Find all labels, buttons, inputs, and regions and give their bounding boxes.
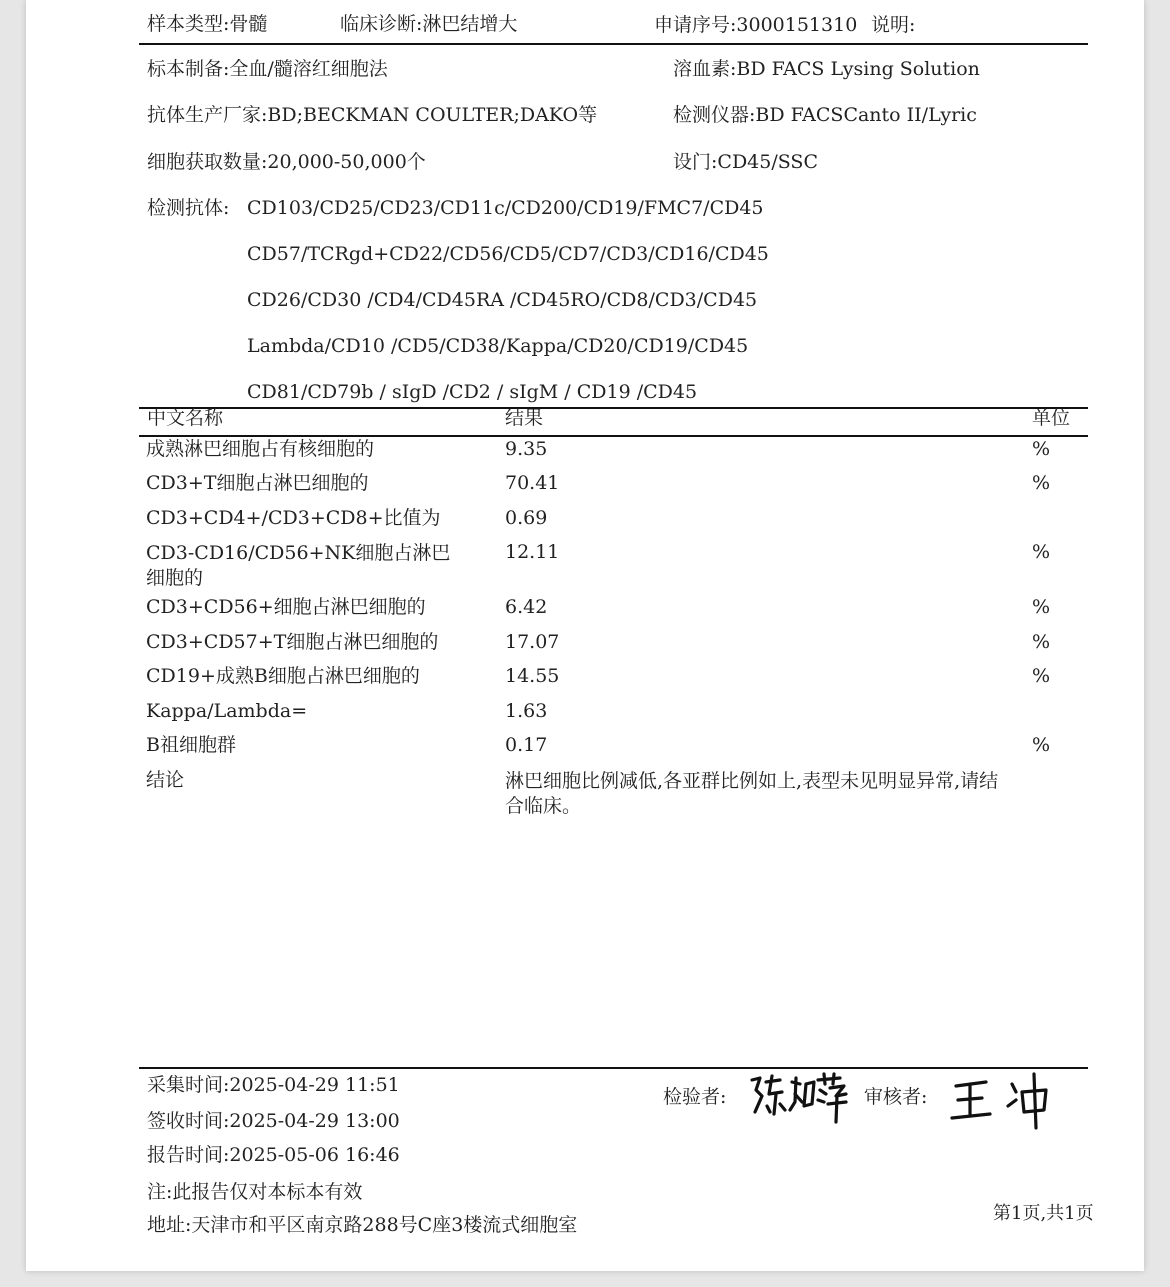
- row-unit: %: [1032, 541, 1051, 563]
- examiner-label: 检验者:: [663, 1086, 727, 1108]
- row-result: 0.17: [505, 734, 548, 756]
- row-result: 6.42: [505, 596, 548, 618]
- row-result: 14.55: [505, 665, 560, 687]
- row-name: CD3+CD4+/CD3+CD8+比值为: [146, 507, 441, 529]
- row-name: B祖细胞群: [146, 734, 236, 756]
- antibody-panel-3: CD26/CD30 /CD4/CD45RA /CD45RO/CD8/CD3/CD45: [247, 289, 758, 311]
- row-name: CD3+CD56+细胞占淋巴细胞的: [146, 596, 426, 618]
- row-unit: %: [1032, 438, 1051, 460]
- column-header-name: 中文名称: [147, 407, 224, 429]
- sample-type: 样本类型:骨髓: [147, 13, 268, 35]
- examiner-signature: [748, 1072, 853, 1127]
- conclusion-label: 结论: [146, 769, 185, 791]
- row-unit: %: [1032, 596, 1051, 618]
- lab-address: 地址:天津市和平区南京路288号C座3楼流式细胞室: [147, 1214, 578, 1236]
- lysis-reagent: 溶血素:BD FACS Lysing Solution: [673, 58, 980, 80]
- row-result: 70.41: [505, 472, 560, 494]
- column-header-unit: 单位: [1032, 407, 1071, 429]
- row-unit: %: [1032, 665, 1051, 687]
- row-result: 1.63: [505, 700, 548, 722]
- row-unit: %: [1032, 631, 1051, 653]
- detection-instrument: 检测仪器:BD FACSCanto II/Lyric: [673, 104, 977, 126]
- row-result: 17.07: [505, 631, 560, 653]
- row-name: 成熟淋巴细胞占有核细胞的: [146, 438, 375, 460]
- report-time: 报告时间:2025-05-06 16:46: [147, 1144, 400, 1166]
- clinical-diagnosis: 临床诊断:淋巴结增大: [340, 13, 518, 35]
- row-name: Kappa/Lambda=: [146, 700, 308, 722]
- footer-divider: [139, 1067, 1088, 1069]
- collect-time: 采集时间:2025-04-29 11:51: [147, 1074, 400, 1096]
- antibody-panel-5: CD81/CD79b / sIgD /CD2 / sIgM / CD19 /CD45: [247, 381, 698, 403]
- reviewer-label: 审核者:: [864, 1086, 928, 1108]
- row-result: 0.69: [505, 507, 548, 529]
- column-header-result: 结果: [505, 407, 544, 429]
- gating: 设门:CD45/SSC: [673, 151, 818, 173]
- header-divider: [139, 43, 1088, 45]
- page-number: 第1页,共1页: [993, 1203, 1094, 1224]
- receive-time: 签收时间:2025-04-29 13:00: [147, 1110, 400, 1132]
- antibody-panel-4: Lambda/CD10 /CD5/CD38/Kappa/CD20/CD19/CD45: [247, 335, 749, 357]
- request-number: 申请序号:3000151310: [654, 14, 858, 36]
- report-page: [26, 0, 1144, 1271]
- antibody-panel-2: CD57/TCRgd+CD22/CD56/CD5/CD7/CD3/CD16/CD45: [247, 243, 769, 265]
- conclusion-text: 淋巴细胞比例减低,各亚群比例如上,表型未见明显异常,请结合临床。: [505, 770, 999, 817]
- antibody-label: 检测抗体:: [147, 197, 230, 219]
- reviewer-signature: [948, 1070, 1058, 1130]
- table-header-divider: [139, 435, 1088, 437]
- row-name: CD3+T细胞占淋巴细胞的: [146, 472, 369, 494]
- row-name: CD3+CD57+T细胞占淋巴细胞的: [146, 631, 439, 653]
- row-name: CD19+成熟B细胞占淋巴细胞的: [146, 665, 420, 687]
- row-unit: %: [1032, 472, 1051, 494]
- row-result: 12.11: [505, 541, 560, 563]
- remark-label: 说明:: [871, 14, 916, 36]
- validity-note: 注:此报告仅对本标本有效: [147, 1181, 363, 1203]
- row-result: 9.35: [505, 438, 548, 460]
- antibody-manufacturer: 抗体生产厂家:BD;BECKMAN COULTER;DAKO等: [147, 104, 598, 126]
- cell-count: 细胞获取数量:20,000-50,000个: [147, 151, 426, 173]
- sample-preparation: 标本制备:全血/髓溶红细胞法: [147, 58, 388, 80]
- row-name: CD3-CD16/CD56+NK细胞占淋巴细胞的: [146, 542, 451, 589]
- row-unit: %: [1032, 734, 1051, 756]
- table-top-divider: [139, 407, 1088, 409]
- antibody-panel-1: CD103/CD25/CD23/CD11c/CD200/CD19/FMC7/CD45: [247, 197, 764, 219]
